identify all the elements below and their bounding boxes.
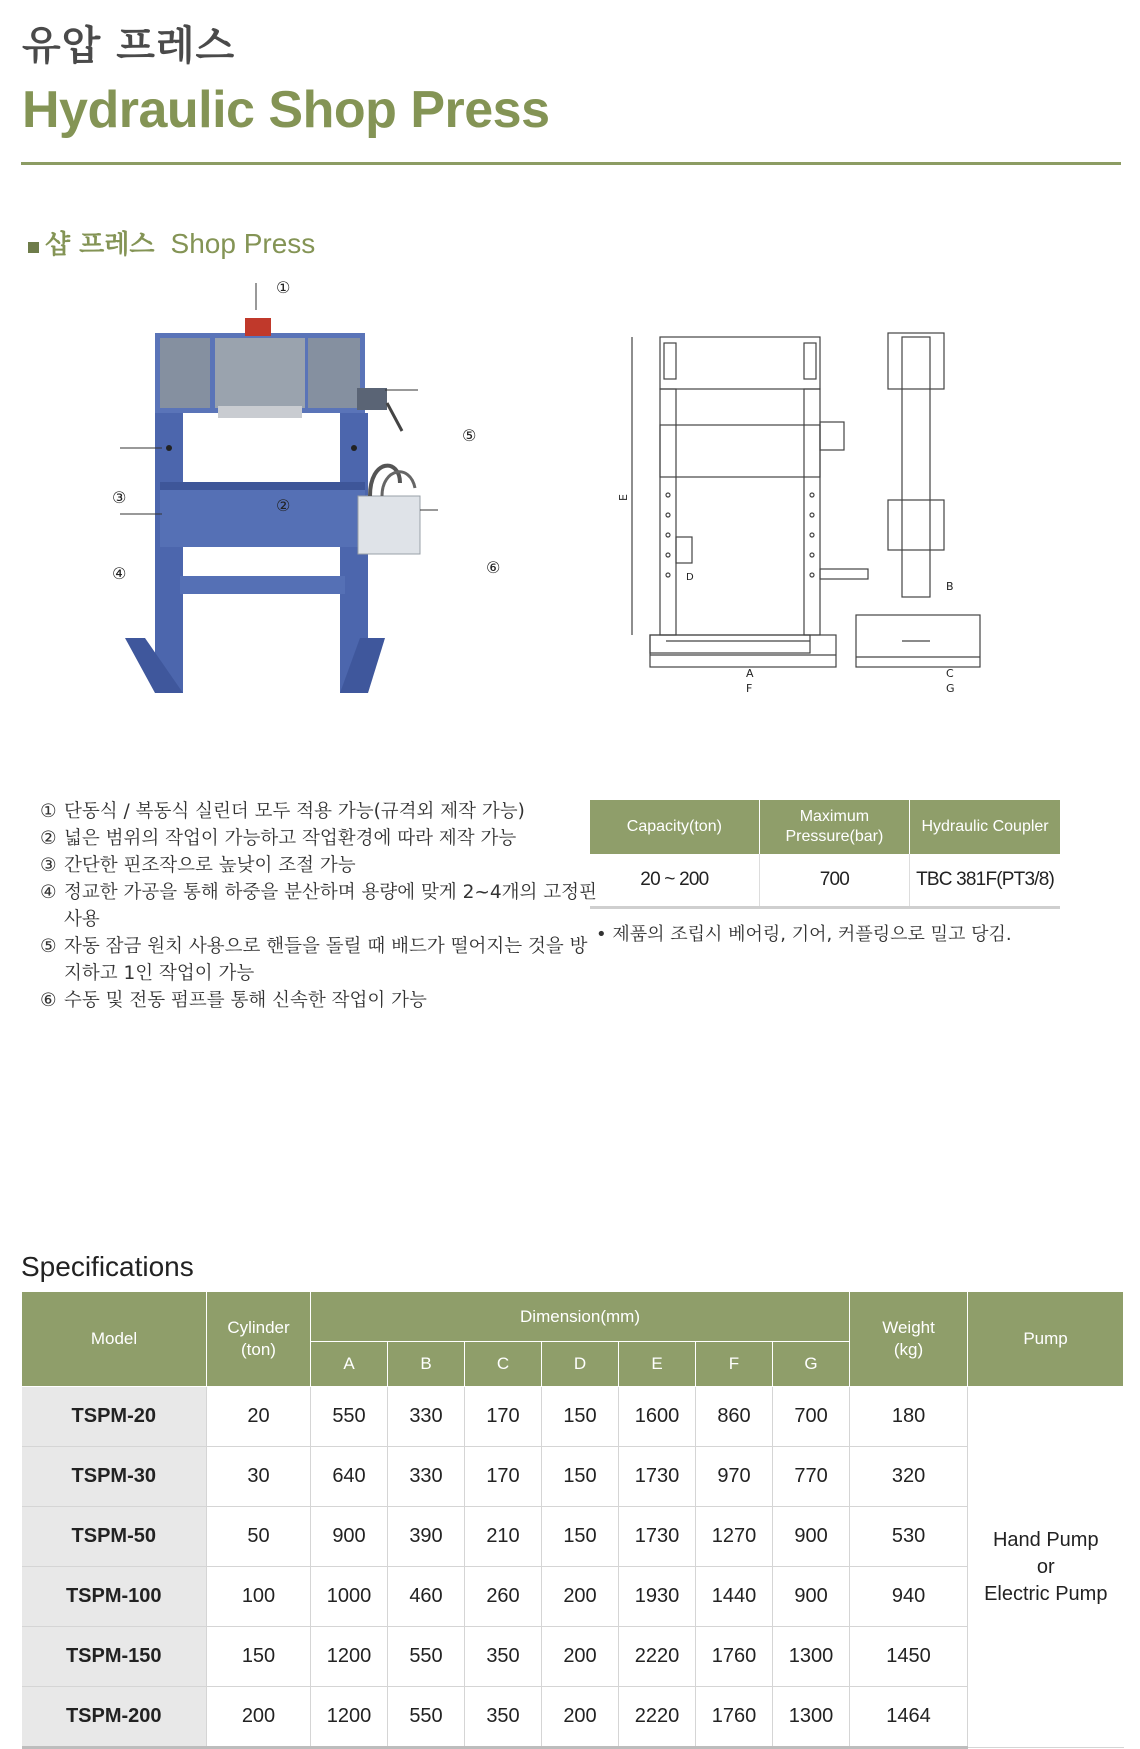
cell-dim-e: 2220 [619, 1627, 696, 1687]
cell-model: TSPM-150 [22, 1627, 207, 1687]
cell-dim-d: 150 [542, 1447, 619, 1507]
cell-dim-a: 640 [311, 1447, 388, 1507]
feature-item [40, 933, 600, 987]
cell-dim-f: 970 [696, 1447, 773, 1507]
cell-capacity: 20 ~ 200 [590, 854, 759, 908]
header-coupler: Hydraulic Coupler [910, 800, 1060, 854]
cell-dim-d: 200 [542, 1567, 619, 1627]
callout-5: ⑤ [462, 426, 477, 445]
specifications-table [21, 1291, 1124, 1749]
feature-text: 단동식 / 복동식 실린더 모두 적용 가능(규격외 제작 가능) [64, 801, 525, 822]
cell-dim-a: 1200 [311, 1687, 388, 1748]
cell-model: TSPM-20 [22, 1387, 207, 1447]
page-title-korean: 유압 프레스 [22, 23, 236, 69]
pump-line: Electric Pump [984, 1582, 1108, 1605]
cell-dim-e: 1730 [619, 1507, 696, 1567]
cell-cylinder: 50 [207, 1507, 311, 1567]
pump-line: or [1036, 1555, 1055, 1578]
cell-dim-c: 170 [465, 1387, 542, 1447]
dim-label-b: B [946, 580, 954, 593]
table-row [22, 1687, 1124, 1748]
coupler-note: • 제품의 조립시 베어링, 기어, 커플링으로 밀고 당김. [596, 924, 1012, 945]
cell-weight: 940 [850, 1567, 968, 1627]
cell-dim-d: 150 [542, 1387, 619, 1447]
cell-dim-a: 1000 [311, 1567, 388, 1627]
cell-dim-e: 1730 [619, 1447, 696, 1507]
cell-dim-c: 350 [465, 1627, 542, 1687]
header-max-pressure: Maximum Pressure(bar) [759, 800, 909, 854]
cell-dim-f: 860 [696, 1387, 773, 1447]
table-row [22, 1627, 1124, 1687]
header-dimension: Dimension(mm) [311, 1292, 850, 1342]
cell-dim-e: 1930 [619, 1567, 696, 1627]
cell-dim-g: 770 [773, 1447, 850, 1507]
header-cylinder: Cylinder (ton) [207, 1292, 311, 1387]
cell-dim-g: 1300 [773, 1627, 850, 1687]
table-row [22, 1447, 1124, 1507]
section-title-korean: 샵 프레스 [45, 230, 155, 260]
feature-text: 간단한 핀조작으로 높낮이 조절 가능 [64, 855, 356, 876]
callout-1: ① [276, 278, 291, 297]
cell-dim-g: 1300 [773, 1687, 850, 1748]
feature-item [40, 825, 600, 852]
cell-dim-f: 1440 [696, 1567, 773, 1627]
cell-weight: 180 [850, 1387, 968, 1447]
coupler-table [590, 800, 1060, 909]
cell-dim-b: 330 [388, 1387, 465, 1447]
feature-item [40, 798, 600, 825]
feature-number: ① [40, 801, 57, 822]
cell-dim-b: 550 [388, 1687, 465, 1748]
dim-label-f: F [746, 682, 753, 695]
cell-dim-e: 2220 [619, 1687, 696, 1748]
feature-text: 넓은 범위의 작업이 가능하고 작업환경에 따라 제작 가능 [64, 828, 517, 849]
header-capacity: Capacity(ton) [590, 800, 759, 854]
cell-dim-c: 170 [465, 1447, 542, 1507]
cell-weight: 1450 [850, 1627, 968, 1687]
cell-dim-f: 1270 [696, 1507, 773, 1567]
cell-dim-c: 260 [465, 1567, 542, 1627]
feature-item [40, 987, 600, 1014]
feature-text: 자동 잠금 원치 사용으로 핸들을 돌릴 때 배드가 떨어지는 것을 방지하고 1인 작업이 가능 [64, 936, 588, 984]
header-dim-d: D [542, 1342, 619, 1387]
cell-pressure: 700 [759, 854, 909, 908]
feature-number: ④ [40, 882, 57, 903]
cell-dim-a: 1200 [311, 1627, 388, 1687]
feature-list [40, 798, 600, 1014]
cell-model: TSPM-100 [22, 1567, 207, 1627]
feature-number: ③ [40, 855, 57, 876]
cell-dim-g: 900 [773, 1507, 850, 1567]
table-row [22, 1507, 1124, 1567]
dim-label-g: G [946, 682, 955, 695]
cell-cylinder: 30 [207, 1447, 311, 1507]
specifications-title: Specifications [21, 1251, 194, 1282]
cell-dim-b: 550 [388, 1627, 465, 1687]
pump-line: Hand Pump [992, 1528, 1099, 1551]
section-title-english: Shop Press [170, 228, 316, 259]
cell-dim-d: 150 [542, 1507, 619, 1567]
cell-dim-g: 700 [773, 1387, 850, 1447]
cell-cylinder: 150 [207, 1627, 311, 1687]
cell-dim-g: 900 [773, 1567, 850, 1627]
cell-dim-b: 390 [388, 1507, 465, 1567]
header-model: Model [22, 1292, 207, 1387]
cell-cylinder: 100 [207, 1567, 311, 1627]
feature-number: ⑤ [40, 936, 57, 957]
cell-cylinder: 200 [207, 1687, 311, 1748]
technical-drawing [620, 325, 1040, 705]
header-dim-g: G [773, 1342, 850, 1387]
feature-number: ⑥ [40, 990, 57, 1011]
product-photo [100, 278, 520, 738]
cell-pump [968, 1387, 1124, 1748]
cell-dim-f: 1760 [696, 1627, 773, 1687]
table-row [22, 1387, 1124, 1447]
callout-6: ⑥ [486, 558, 501, 577]
cell-dim-f: 1760 [696, 1687, 773, 1748]
cell-model: TSPM-30 [22, 1447, 207, 1507]
cell-coupler: TBC 381F(PT3/8) [910, 854, 1060, 908]
dim-label-a: A [746, 667, 754, 680]
callout-3: ③ [112, 488, 127, 507]
header-dim-e: E [619, 1342, 696, 1387]
cell-dim-c: 350 [465, 1687, 542, 1748]
section-heading [28, 224, 315, 261]
table-row [590, 854, 1060, 908]
cell-dim-c: 210 [465, 1507, 542, 1567]
dim-label-d: D [686, 572, 694, 583]
cell-weight: 320 [850, 1447, 968, 1507]
callout-2: ② [276, 496, 291, 515]
feature-number: ② [40, 828, 57, 849]
header-pump: Pump [968, 1292, 1124, 1387]
cell-dim-b: 460 [388, 1567, 465, 1627]
feature-item [40, 879, 600, 933]
feature-text: 정교한 가공을 통해 하중을 분산하며 용량에 맞게 2~4개의 고정핀 사용 [64, 882, 597, 930]
header-dim-b: B [388, 1342, 465, 1387]
feature-item [40, 852, 600, 879]
cell-weight: 530 [850, 1507, 968, 1567]
feature-text: 수동 및 전동 펌프를 통해 신속한 작업이 가능 [64, 990, 427, 1011]
cell-model: TSPM-200 [22, 1687, 207, 1748]
cell-model: TSPM-50 [22, 1507, 207, 1567]
square-bullet-icon [28, 242, 39, 253]
cell-dim-d: 200 [542, 1627, 619, 1687]
cell-dim-d: 200 [542, 1687, 619, 1748]
header-dim-f: F [696, 1342, 773, 1387]
table-row [22, 1567, 1124, 1627]
header-dim-c: C [465, 1342, 542, 1387]
title-divider [21, 162, 1121, 165]
cell-cylinder: 20 [207, 1387, 311, 1447]
header-dim-a: A [311, 1342, 388, 1387]
dim-label-e: E [616, 494, 630, 501]
cell-weight: 1464 [850, 1687, 968, 1748]
callout-4: ④ [112, 564, 127, 583]
cell-dim-a: 550 [311, 1387, 388, 1447]
page-title-english: Hydraulic Shop Press [22, 81, 550, 139]
cell-dim-e: 1600 [619, 1387, 696, 1447]
dim-label-c: C [946, 667, 954, 680]
header-weight: Weight (kg) [850, 1292, 968, 1387]
cell-dim-a: 900 [311, 1507, 388, 1567]
cell-dim-b: 330 [388, 1447, 465, 1507]
